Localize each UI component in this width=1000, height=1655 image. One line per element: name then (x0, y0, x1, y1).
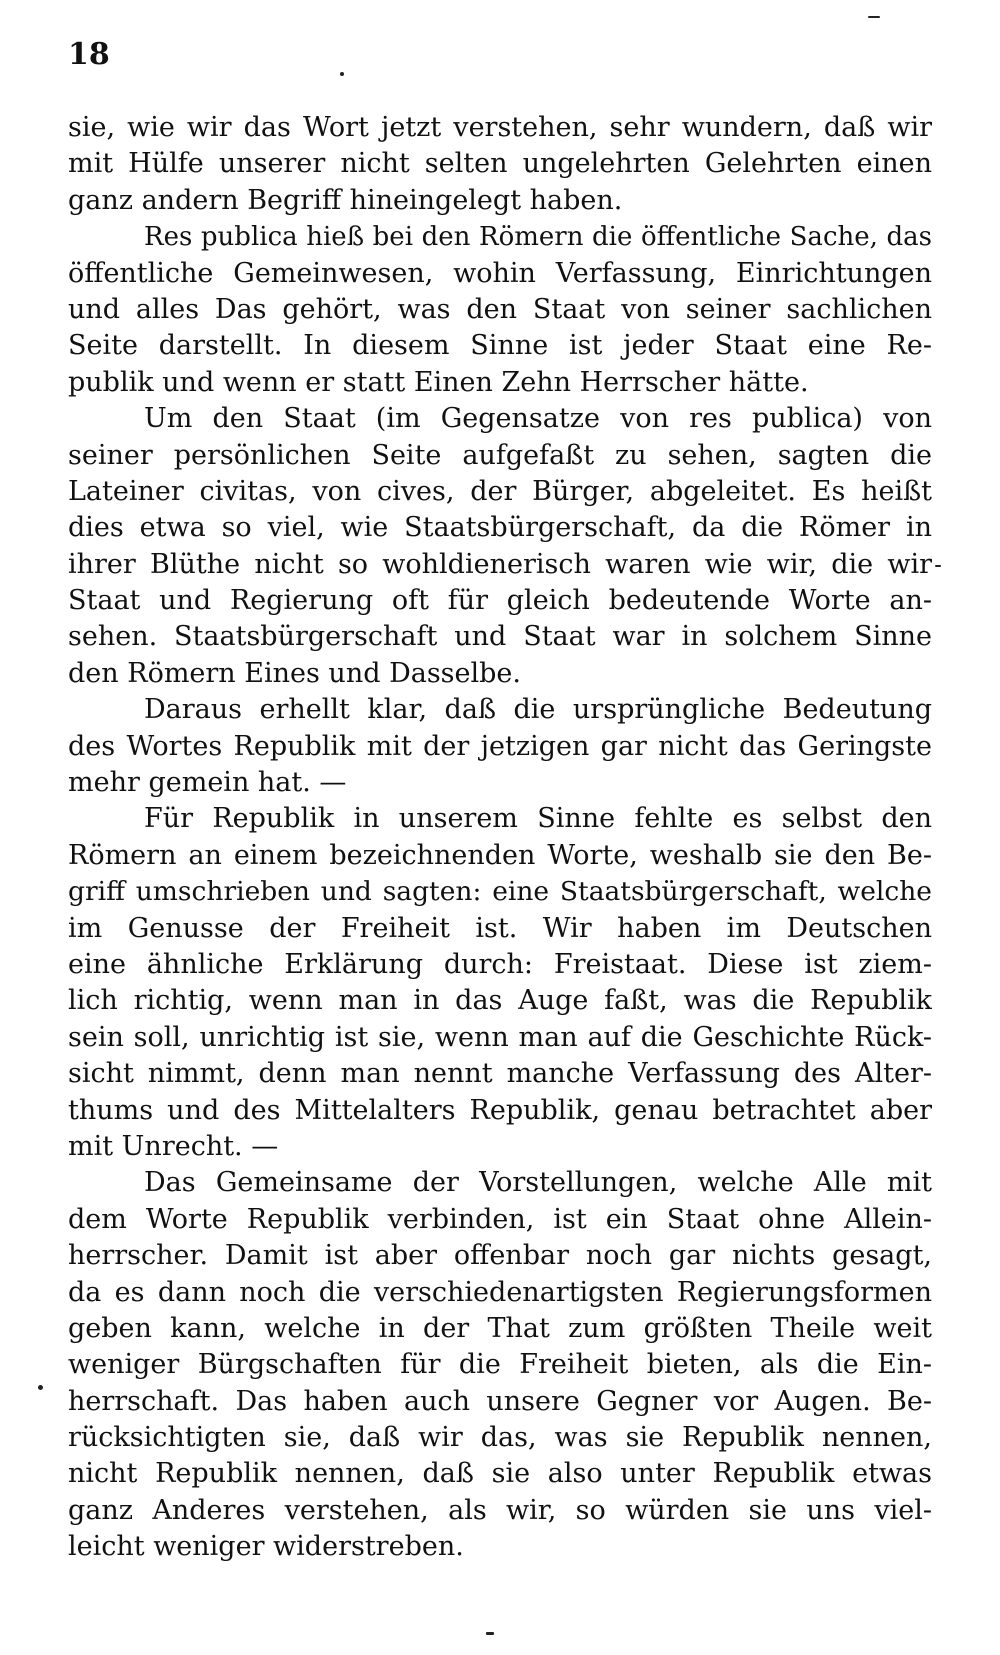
text-line: des Wortes Republik mit der jetzigen gar nicht das Geringste (68, 730, 932, 762)
text-line: herrschaft. Das haben auch unsere Gegner vor Augen. Be- (68, 1385, 932, 1417)
text-line: den Römern Eines und Dasselbe. (68, 657, 521, 689)
text-line: leicht weniger widerstreben. (68, 1531, 464, 1563)
text-line: ganz andern Begriff hineingelegt haben. (68, 184, 623, 216)
text-line: und alles Das gehört, was den Staat von seiner sachlichen (68, 293, 932, 325)
text-line: Lateiner civitas, von cives, der Bürger, abgeleitet. Es heißt (68, 475, 932, 507)
text-line: Um den Staat (im Gegensatze von res publica) von (144, 403, 932, 435)
text-line: Das Gemeinsame der Vorstellungen, welche Alle mit (144, 1167, 932, 1199)
text-line: lich richtig, wenn man in das Auge faßt, was die Republik (68, 985, 932, 1017)
text-line: öffentliche Gemeinwesen, wohin Verfassung, Einrichtungen (68, 257, 932, 289)
text-line: sie, wie wir das Wort jetzt verstehen, sehr wundern, daß wir (68, 112, 932, 143)
text-line: da es dann noch die verschiedenartigsten Regierungsformen (68, 1276, 932, 1308)
paragraph (68, 401, 932, 692)
text-line: ganz Anderes verstehen, als wir, so würden sie uns viel- (68, 1494, 932, 1526)
text-line: sein soll, unrichtig ist sie, wenn man auf die Geschichte Rück- (68, 1021, 932, 1053)
text-line: dies etwa so viel, wie Staatsbürgerschaft, da die Römer in (68, 512, 932, 544)
body-text (68, 110, 932, 1566)
text-line: weniger Bürgschaften für die Freiheit bieten, als die Ein- (68, 1349, 932, 1381)
text-line: rücksichtigten sie, daß wir das, was sie Republik nennen, (68, 1422, 932, 1454)
text-line: im Genusse der Freiheit ist. Wir haben im Deutschen (68, 912, 932, 944)
text-line: sehen. Staatsbürgerschaft und Staat war in solchem Sinne (68, 621, 932, 653)
print-speck (868, 16, 880, 18)
print-speck (340, 72, 344, 76)
print-speck (38, 1385, 43, 1390)
text-line: Seite darstellt. In diesem Sinne ist jeder Staat eine Re- (68, 330, 932, 362)
text-line: herrscher. Damit ist aber offenbar noch gar nichts gesagt, (68, 1240, 932, 1272)
text-line: Für Republik in unserem Sinne fehlte es selbst den (144, 803, 932, 835)
paragraph (68, 110, 932, 219)
text-line: ihrer Blüthe nicht so wohldienerisch waren wie wir, die wir (68, 548, 932, 580)
text-line: thums und des Mittelalters Republik, genau betrachtet aber (68, 1094, 932, 1126)
text-line: mehr gemein hat. — (68, 767, 347, 799)
paragraph (68, 692, 932, 801)
paragraph (68, 219, 932, 401)
text-line: publik und wenn er statt Einen Zehn Herrscher hätte. (68, 366, 809, 398)
page-number: 18 (68, 37, 110, 72)
text-line: Daraus erhellt klar, daß die ursprüngliche Bedeutung (144, 694, 932, 726)
text-line: mit Hülfe unserer nicht selten ungelehrten Gelehrten einen (68, 148, 932, 180)
text-line: sicht nimmt, denn man nennt manche Verfassung des Alter- (68, 1058, 932, 1090)
text-line: eine ähnliche Erklärung durch: Freistaat. Diese ist ziem- (68, 948, 932, 980)
text-line: dem Worte Republik verbinden, ist ein Staat ohne Allein- (68, 1203, 932, 1235)
text-line: mit Unrecht. — (68, 1130, 279, 1162)
paragraph (68, 801, 932, 1165)
text-line: Römern an einem bezeichnenden Worte, weshalb sie den Be- (68, 839, 932, 871)
text-line: nicht Republik nennen, daß sie also unter Republik etwas (68, 1458, 932, 1490)
print-speck (935, 565, 941, 567)
print-speck (486, 1632, 494, 1635)
text-line: Staat und Regierung oft für gleich bedeutende Worte an- (68, 585, 932, 617)
text-line: geben kann, welche in der That zum größten Theile weit (68, 1312, 932, 1344)
text-line: Res publica hieß bei den Römern die öffentliche Sache, das (144, 222, 932, 253)
text-line: seiner persönlichen Seite aufgefaßt zu sehen, sagten die (68, 439, 932, 471)
text-line: griff umschrieben und sagten: eine Staatsbürgerschaft, welche (68, 876, 932, 908)
paragraph (68, 1165, 932, 1565)
